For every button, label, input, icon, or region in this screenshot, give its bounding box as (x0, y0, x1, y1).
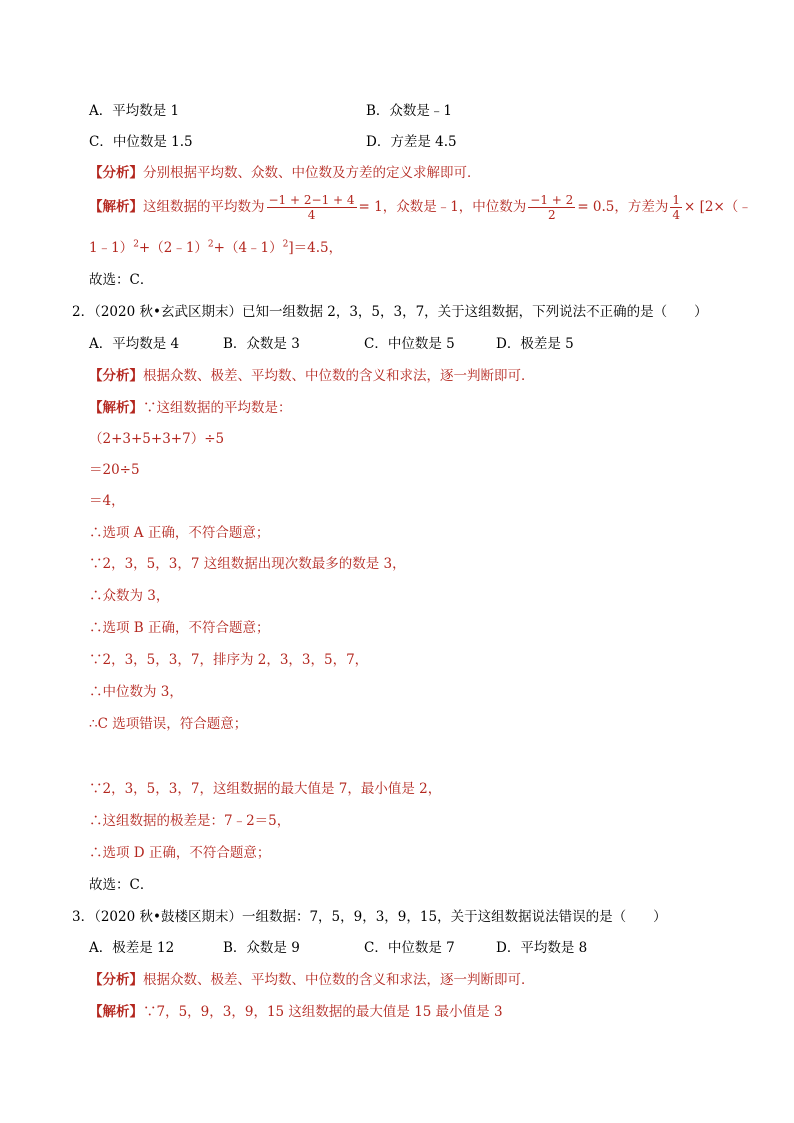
exponent: 2 (207, 239, 214, 250)
q2-solution-line-3: ＝20÷5 (89, 462, 140, 478)
solution-term: +（2﹣1） (138, 240, 208, 256)
fraction-variance (670, 193, 682, 222)
analysis-tag: 【分析】 (89, 165, 143, 181)
q2-solution-line-14: ∴选项 D 正确，不符合题意； (89, 845, 271, 861)
q2-stem: 2．（2020 秋•玄武区期末）已知一组数据 2，3，5，3，7，关于这组数据，下列说法不正确的是（ ） (72, 304, 708, 320)
q1-option-c: C．中位数是 1.5 (89, 134, 193, 150)
q1-option-b: B．众数是﹣1 (366, 103, 453, 119)
q2-solution-line-4: ＝4， (89, 493, 125, 509)
q1-analysis (89, 163, 481, 183)
fraction-denominator: 2 (547, 208, 556, 222)
q3-option-a: A．极差是 12 (89, 940, 175, 956)
analysis-tag: 【分析】 (89, 368, 143, 384)
q2-solution-line-10: ∴中位数为 3， (89, 684, 183, 700)
q3-solution-line-1 (89, 1002, 503, 1022)
fraction-numerator: −1 + 2−1 + 4 (268, 193, 355, 207)
q2-solution-line-11: ∴C 选项错误，符合题意； (89, 716, 248, 732)
q3-stem: 3．（2020 秋•鼓楼区期末）一组数据：7，5，9，3，9，15，关于这组数据说法错误的是（ ） (72, 909, 667, 925)
fraction-denominator: 4 (672, 208, 681, 222)
solution-text: ∵7，5，9，3，9，15 这组数据的最大值是 15 最小值是 3 (143, 1004, 503, 1020)
analysis-text: 分别根据平均数、众数、中位数及方差的定义求解即可． (143, 165, 481, 181)
exponent: 2 (133, 239, 139, 250)
q1-solution-line-1 (89, 192, 752, 222)
q2-solution-line-7: ∴众数为 3， (89, 588, 170, 604)
q3-option-b: B．众数是 9 (223, 940, 300, 956)
q3-option-c: C．中位数是 7 (364, 940, 455, 956)
analysis-text: 根据众数、极差、平均数、中位数的含义和求法，逐一判断即可． (143, 368, 535, 384)
solution-tag: 【解析】 (89, 1004, 143, 1020)
q2-solution-line-5: ∴选项 A 正确，不符合题意； (89, 525, 270, 541)
q2-option-d: D．极差是 5 (496, 336, 574, 352)
solution-text: ∵这组数据的平均数是： (143, 400, 292, 416)
q3-option-d: D．平均数是 8 (496, 940, 588, 956)
q2-answer: 故选：C． (89, 877, 154, 893)
q2-solution-line-13: ∴这组数据的极差是：7﹣2＝5， (89, 813, 291, 829)
q2-option-c: C．中位数是 5 (364, 336, 455, 352)
q2-option-b: B．众数是 3 (223, 336, 300, 352)
solution-term: 1﹣1） (89, 240, 134, 256)
solution-term: ]＝4.5， (288, 240, 343, 256)
fraction-numerator: 1 (672, 193, 681, 207)
q1-option-d: D．方差是 4.5 (366, 134, 457, 150)
q2-solution-line-12: ∵2，3，5，3，7，这组数据的最大值是 7，最小值是 2， (89, 781, 442, 797)
q2-solution-line-1 (89, 398, 292, 418)
fraction-denominator: 4 (307, 208, 316, 222)
q2-solution-line-2: （2+3+5+3+7）÷5 (89, 431, 225, 447)
q2-solution-line-6: ∵2，3，5，3，7 这组数据出现次数最多的数是 3， (89, 556, 406, 572)
q2-solution-line-9: ∵2，3，5，3，7，排序为 2，3，3，5，7， (89, 652, 369, 668)
analysis-text: 根据众数、极差、平均数、中位数的含义和求法，逐一判断即可． (143, 972, 535, 988)
solution-term: +（4﹣1） (213, 240, 283, 256)
fraction-mean (267, 193, 357, 222)
q1-answer: 故选：C． (89, 272, 154, 288)
solution-text-1: 这组数据的平均数为 (143, 199, 265, 215)
q2-option-a: A．平均数是 4 (89, 336, 180, 352)
q2-solution-line-8: ∴选项 B 正确，不符合题意； (89, 620, 270, 636)
q3-analysis (89, 970, 535, 990)
fraction-numerator: −1 + 2 (530, 193, 574, 207)
q1-solution-line-2 (89, 238, 342, 258)
analysis-tag: 【分析】 (89, 972, 143, 988)
solution-text-3: = 0.5，方差为 (577, 199, 669, 215)
q1-option-a: A．平均数是 1 (89, 103, 180, 119)
solution-text-2: = 1，众数是﹣1，中位数为 (358, 199, 527, 215)
solution-text-4: × [2×（﹣ (684, 199, 752, 215)
fraction-median (528, 193, 575, 222)
solution-tag: 【解析】 (89, 199, 143, 215)
exponent: 2 (282, 239, 289, 250)
solution-tag: 【解析】 (89, 400, 143, 416)
q2-analysis (89, 366, 535, 386)
